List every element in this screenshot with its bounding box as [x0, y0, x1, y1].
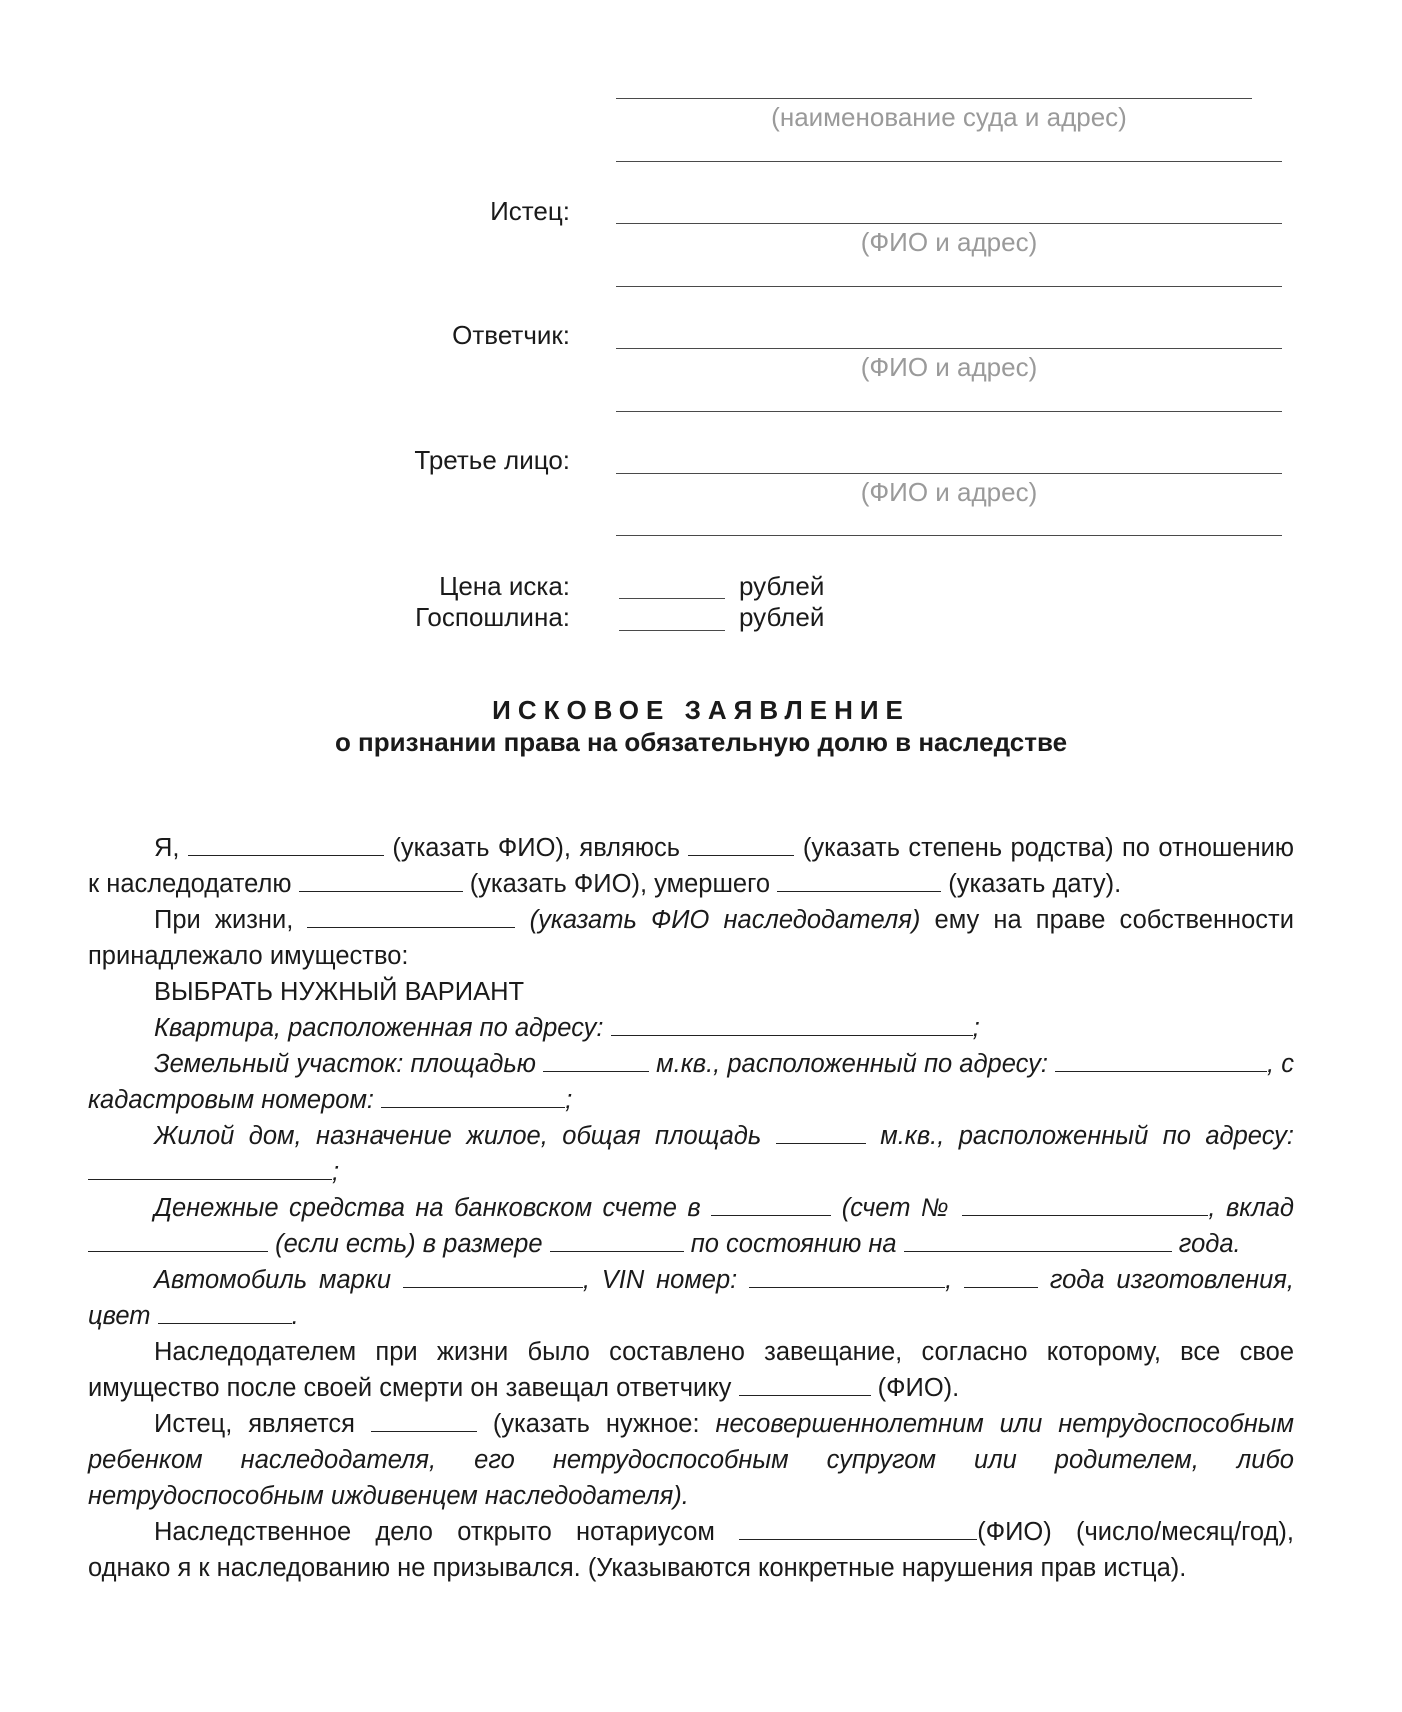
paragraph-heir: Истец, является (указать нужное: несовершеннолетним или нетрудоспособным ребенком наследодателя, его нетрудоспособным супругом или родителем, либо нетрудоспособным иждивенцем наследодателя). [88, 1410, 1294, 1510]
defendant-line-2[interactable] [616, 411, 1282, 412]
price-field[interactable] [619, 598, 725, 599]
blank-death-date[interactable] [777, 869, 941, 892]
price-label: Цена иска: [439, 571, 570, 601]
paragraph-notary: Наследственное дело открыто нотариусом (ФИО) (число/месяц/год), однако я к наследованию не призывался. (Указываются конкретные нарушения прав истца). [88, 1518, 1294, 1582]
third-party-label: Третье лицо: [414, 445, 570, 475]
plaintiff-line-2[interactable] [616, 286, 1282, 287]
court-hint: (наименование суда и адрес) [771, 102, 1127, 132]
plaintiff-line-1[interactable] [616, 223, 1282, 224]
price-unit: рублей [739, 571, 825, 601]
option-car: Автомобиль марки , VIN номер: , года изготовления, цвет . [88, 1266, 1294, 1330]
blank-notary-name[interactable] [739, 1517, 977, 1540]
document-subtitle: о признании права на обязательную долю в наследстве [334, 727, 1068, 757]
blank-kinship[interactable] [688, 833, 794, 856]
blank-car-make[interactable] [403, 1265, 583, 1288]
third-party-line-2[interactable] [616, 535, 1282, 536]
blank-account-number[interactable] [962, 1193, 1208, 1216]
fee-unit: рублей [739, 602, 825, 632]
plaintiff-hint: (ФИО и адрес) [860, 227, 1038, 257]
blank-testator-name[interactable] [299, 869, 463, 892]
blank-heir-status[interactable] [371, 1409, 477, 1432]
blank-land-area[interactable] [543, 1049, 649, 1072]
paragraph-property: При жизни, (указать ФИО наследодателя) ему на праве собственности принадлежало имущество: [88, 906, 1294, 970]
defendant-line-1[interactable] [616, 348, 1282, 349]
document-body [88, 830, 1294, 1586]
blank-testator-name-2[interactable] [307, 905, 515, 928]
blank-house-address[interactable] [88, 1157, 332, 1180]
paragraph-parties: Я, (указать ФИО), являюсь (указать степень родства) по отношению к наследодателю (указать ФИО), умершего (указать дату). [88, 834, 1295, 898]
defendant-hint: (ФИО и адрес) [860, 352, 1038, 382]
blank-deposit[interactable] [88, 1229, 268, 1252]
blank-car-color[interactable] [158, 1301, 292, 1324]
document-title: ИСКОВОЕ ЗАЯВЛЕНИЕ [492, 695, 910, 725]
fee-label: Госпошлина: [415, 602, 570, 632]
option-house: Жилой дом, назначение жилое, общая площадь м.кв., расположенный по адресу: ; [88, 1118, 1294, 1190]
blank-vin[interactable] [749, 1265, 945, 1288]
blank-defendant-name[interactable] [739, 1373, 871, 1396]
court-line-2[interactable] [616, 161, 1282, 162]
blank-land-address[interactable] [1055, 1049, 1267, 1072]
choose-option: ВЫБРАТЬ НУЖНЫЙ ВАРИАНТ [154, 978, 525, 1006]
option-land: Земельный участок: площадью м.кв., расположенный по адресу: , с кадастровым номером: ; [88, 1050, 1294, 1114]
third-party-hint: (ФИО и адрес) [860, 477, 1038, 507]
blank-bank[interactable] [711, 1193, 831, 1216]
blank-applicant-name[interactable] [188, 833, 384, 856]
defendant-label: Ответчик: [452, 320, 570, 350]
paragraph-will: Наследодателем при жизни было составлено завещание, согласно которому, все свое имущество после своей смерти он завещал ответчику (ФИО). [88, 1338, 1294, 1402]
blank-balance-date[interactable] [904, 1229, 1172, 1252]
plaintiff-label: Истец: [490, 196, 570, 226]
court-line-1[interactable] [616, 98, 1252, 99]
blank-car-year[interactable] [964, 1265, 1038, 1288]
blank-amount[interactable] [550, 1229, 684, 1252]
option-flat: Квартира, расположенная по адресу: ; [154, 1014, 980, 1042]
blank-cadastral-number[interactable] [381, 1085, 565, 1108]
option-money: Денежные средства на банковском счете в (счет № , вклад (если есть) в размере по состоянию на года. [88, 1190, 1294, 1262]
blank-house-area[interactable] [776, 1121, 866, 1144]
fee-field[interactable] [619, 630, 725, 631]
blank-flat-address[interactable] [611, 1013, 973, 1036]
third-party-line-1[interactable] [616, 473, 1282, 474]
